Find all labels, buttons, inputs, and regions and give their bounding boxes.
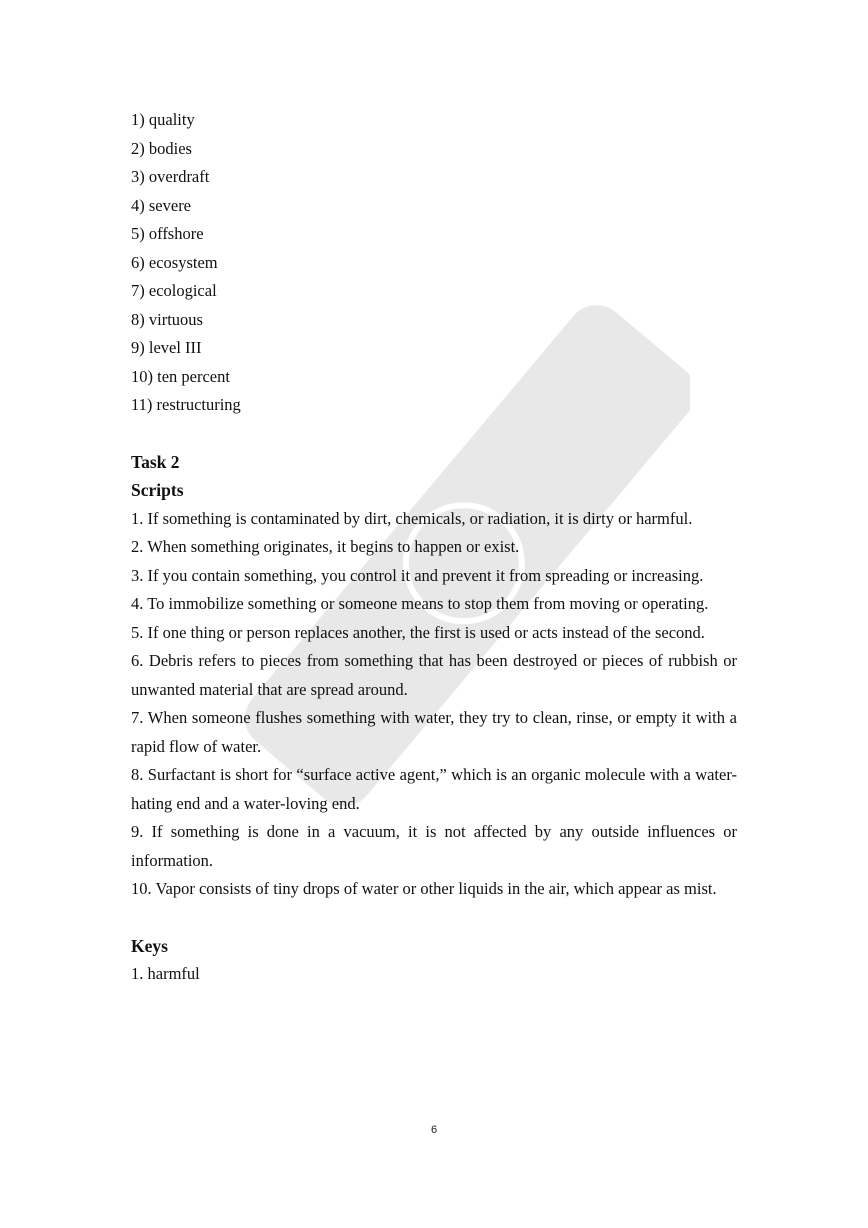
scripts-list xyxy=(131,505,737,904)
key-item: 1. harmful xyxy=(131,964,200,983)
script-item: 1. If something is contaminated by dirt, chemicals, or radiation, it is dirty or harmful. xyxy=(131,508,693,528)
script-item: 9. If something is done in a vacuum, it is not affected by any outside influences or information. xyxy=(131,822,737,870)
script-item: 7. When someone flushes something with water, they try to clean, rinse, or empty it with a rapid flow of water. xyxy=(131,708,737,756)
list-item: 2) bodies xyxy=(131,138,192,158)
script-item: 4. To immobilize something or someone means to stop them from moving or operating. xyxy=(131,594,709,613)
page-number: 6 xyxy=(430,1124,438,1136)
keys-heading: Keys xyxy=(131,935,168,956)
keys-list xyxy=(131,960,737,989)
task-heading: Task 2 xyxy=(131,451,180,472)
script-item: 3. If you contain something, you control it and prevent it from spreading or increasing. xyxy=(131,565,704,585)
script-item: 10. Vapor consists of tiny drops of water or other liquids in the air, which appear as mist. xyxy=(131,879,717,898)
list-item: 1) quality xyxy=(131,110,195,129)
list-item: 5) offshore xyxy=(131,224,204,243)
list-item: 9) level III xyxy=(131,338,202,357)
answer-list xyxy=(131,106,737,420)
list-item: 8) virtuous xyxy=(131,309,203,329)
script-item: 8. Surfactant is short for “surface active agent,” which is an organic molecule with a water-hating end and a water-loving end. xyxy=(131,765,737,813)
main-content xyxy=(131,106,737,989)
list-item: 7) ecological xyxy=(131,281,217,300)
script-item: 6. Debris refers to pieces from something that has been destroyed or pieces of rubbish or unwanted material that are spread around. xyxy=(131,651,737,699)
list-item: 3) overdraft xyxy=(131,167,210,186)
script-item: 5. If one thing or person replaces another, the first is used or acts instead of the second. xyxy=(131,622,705,642)
list-item: 6) ecosystem xyxy=(131,252,218,272)
script-item: 2. When something originates, it begins to happen or exist. xyxy=(131,537,520,556)
list-item: 4) severe xyxy=(131,195,192,215)
scripts-heading: Scripts xyxy=(131,480,184,500)
list-item: 11) restructuring xyxy=(131,395,241,414)
list-item: 10) ten percent xyxy=(131,366,230,386)
